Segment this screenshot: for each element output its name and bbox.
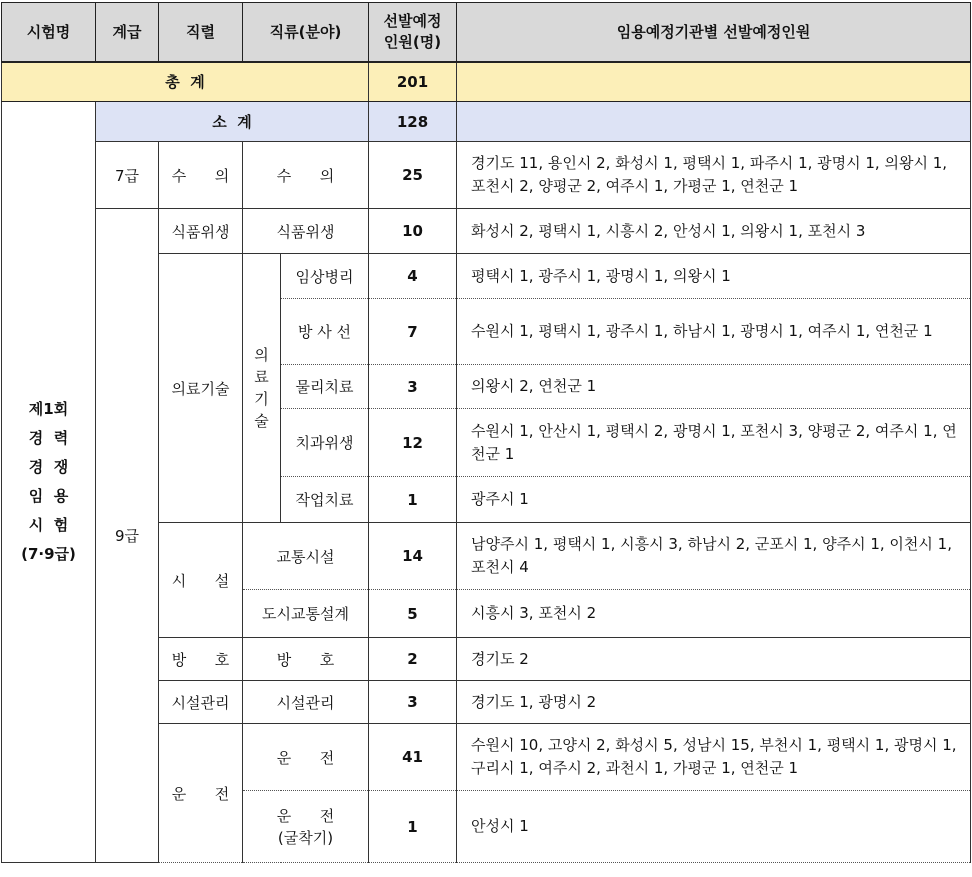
- allocation: 평택시 1, 광주시 1, 광명시 1, 의왕시 1: [457, 254, 971, 299]
- job-series-driving: 운 전: [159, 724, 243, 863]
- allocation: 광주시 1: [457, 477, 971, 523]
- total-allocation: [457, 62, 971, 102]
- selection-count: 25: [369, 142, 457, 209]
- allocation: 화성시 2, 평택시 1, 시흥시 2, 안성시 1, 의왕시 1, 포천시 3: [457, 209, 971, 254]
- header-row: [2, 3, 971, 62]
- subtotal-row: [2, 102, 971, 142]
- selection-count: 41: [369, 724, 457, 791]
- job-class: 시설관리: [243, 681, 369, 724]
- selection-count: 2: [369, 638, 457, 681]
- job-series: 식품위생: [159, 209, 243, 254]
- job-class: 작업치료: [281, 477, 369, 523]
- exam-name-line: 임 용: [28, 487, 69, 505]
- allocation: 의왕시 2, 연천군 1: [457, 365, 971, 409]
- job-class: 운 전: [243, 724, 369, 791]
- allocation: 안성시 1: [457, 791, 971, 863]
- allocation: 경기도 2: [457, 638, 971, 681]
- job-class: 임상병리: [281, 254, 369, 299]
- selection-count: 1: [369, 477, 457, 523]
- allocation: 시흥시 3, 포천시 2: [457, 590, 971, 638]
- selection-count: 14: [369, 523, 457, 590]
- job-class: 운 전 (굴착기): [243, 791, 369, 863]
- selection-count: 10: [369, 209, 457, 254]
- allocation: 경기도 1, 광명시 2: [457, 681, 971, 724]
- subtotal-label: 소 계: [96, 102, 369, 142]
- exam-name-line: 제1회: [28, 400, 69, 418]
- exam-name-line: 경 쟁: [28, 458, 69, 476]
- job-series: 수 의: [159, 142, 243, 209]
- selection-count: 3: [369, 681, 457, 724]
- selection-count: 4: [369, 254, 457, 299]
- subtotal-allocation: [457, 102, 971, 142]
- allocation: 수원시 1, 평택시 1, 광주시 1, 하남시 1, 광명시 1, 여주시 1, 연천군 1: [457, 299, 971, 365]
- table-row: [2, 142, 971, 209]
- exam-name-line: 경 력: [28, 429, 69, 447]
- exam-name-cell: [2, 102, 96, 863]
- subtotal-count: 128: [369, 102, 457, 142]
- job-series-medical: 의료기술: [159, 254, 243, 523]
- allocation: 수원시 10, 고양시 2, 화성시 5, 성남시 15, 부천시 1, 평택시 1, 광명시 1, 구리시 1, 여주시 2, 과천시 1, 가평군 1, 연천군 1: [457, 724, 971, 791]
- job-series: 방 호: [159, 638, 243, 681]
- selection-count: 1: [369, 791, 457, 863]
- job-subseries-medical: [243, 254, 281, 523]
- job-class: 식품위생: [243, 209, 369, 254]
- header-grade: 계급: [96, 3, 159, 62]
- grade-9: 9급: [96, 209, 159, 863]
- selection-count: 12: [369, 409, 457, 477]
- allocation: 수원시 1, 안산시 1, 평택시 2, 광명시 1, 포천시 3, 양평군 2, 여주시 1, 연천군 1: [457, 409, 971, 477]
- selection-count: 5: [369, 590, 457, 638]
- vertical-label: 의료기술: [254, 346, 269, 430]
- grade-7: 7급: [96, 142, 159, 209]
- allocation: 남양주시 1, 평택시 1, 시흥시 3, 하남시 2, 군포시 1, 양주시 1, 이천시 1, 포천시 4: [457, 523, 971, 590]
- header-job-series: 직렬: [159, 3, 243, 62]
- allocation: 경기도 11, 용인시 2, 화성시 1, 평택시 1, 파주시 1, 광명시 1, 의왕시 1, 포천시 2, 양평군 2, 여주시 1, 가평군 1, 연천군 1: [457, 142, 971, 209]
- job-series: 시설관리: [159, 681, 243, 724]
- selection-count: 7: [369, 299, 457, 365]
- total-row: [2, 62, 971, 102]
- job-class: 도시교통설계: [243, 590, 369, 638]
- selection-table: [1, 2, 971, 863]
- exam-name-line: (7·9급): [21, 545, 76, 563]
- total-label: 총 계: [2, 62, 369, 102]
- job-class: 수 의: [243, 142, 369, 209]
- header-allocation: 임용예정기관별 선발예정인원: [457, 3, 971, 62]
- exam-name: [2, 395, 95, 569]
- header-selection-count: 선발예정 인원(명): [369, 3, 457, 62]
- total-count: 201: [369, 62, 457, 102]
- job-class: 방 사 선: [281, 299, 369, 365]
- header-exam-name: 시험명: [2, 3, 96, 62]
- table-row: [2, 209, 971, 254]
- exam-name-line: 시 험: [28, 516, 69, 534]
- header-job-class: 직류(분야): [243, 3, 369, 62]
- job-class: 교통시설: [243, 523, 369, 590]
- job-class: 치과위생: [281, 409, 369, 477]
- job-class: 방 호: [243, 638, 369, 681]
- job-series-facility: 시 설: [159, 523, 243, 638]
- selection-count: 3: [369, 365, 457, 409]
- job-class: 물리치료: [281, 365, 369, 409]
